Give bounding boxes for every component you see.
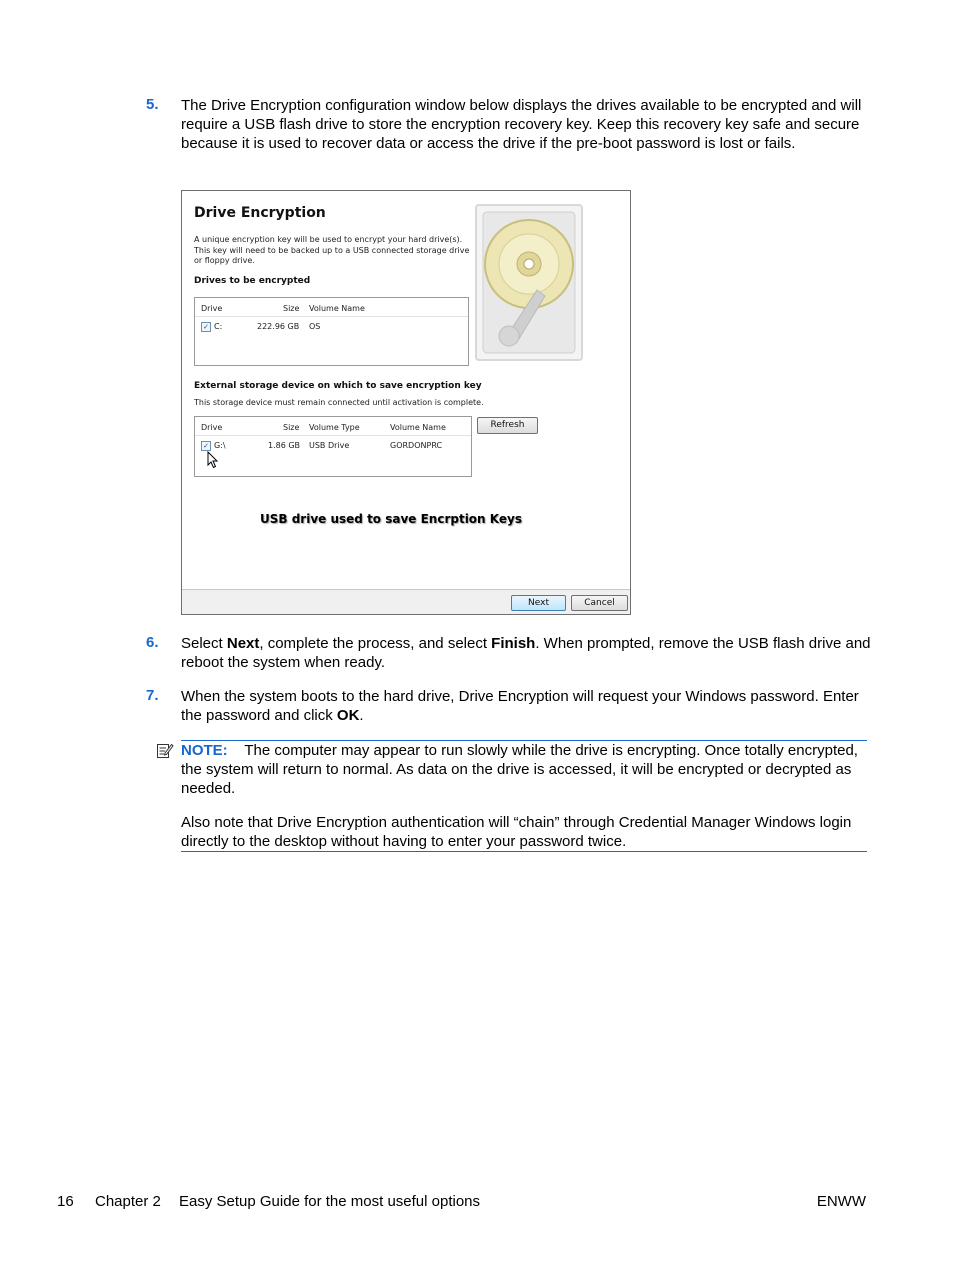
col-drive: Drive [201, 423, 223, 432]
step-number: 5. [146, 96, 159, 113]
usb-drive-letter: G:\ [214, 441, 226, 450]
usb-list-header [195, 417, 471, 436]
mouse-cursor-icon [207, 451, 219, 469]
step-text [181, 687, 871, 725]
refresh-button[interactable]: Refresh [477, 417, 538, 434]
col-size: Size [283, 304, 300, 313]
col-drive: Drive [201, 304, 223, 313]
col-volume-name: Volume Name [390, 423, 446, 432]
external-storage-heading: External storage device on which to save encryption key [194, 381, 482, 391]
drive-checkbox[interactable]: ✓ [201, 322, 211, 332]
step-text-part: . When prompted, remove the USB flash drive and reboot the system when ready. [181, 635, 871, 672]
drives-list [194, 297, 469, 366]
drives-list-header [195, 298, 468, 317]
next-label: Next [226, 635, 260, 652]
usb-list [194, 416, 472, 477]
step-text-part: Select [181, 635, 227, 652]
usb-annotation: USB drive used to save Encrption Keys [260, 512, 522, 526]
finish-label: Finish [491, 635, 536, 652]
step-number: 7. [146, 687, 159, 704]
step-number: 6. [146, 634, 159, 651]
note-bottom-rule [181, 851, 867, 852]
cancel-button[interactable]: Cancel [571, 595, 628, 611]
usb-size: 1.86 GB [268, 441, 301, 450]
note-body: The computer may appear to run slowly while the drive is encrypting. Once totally encrypted, the system will return to normal. As data on the drive is accessed, it will be encrypted or decrypted as needed. [181, 742, 858, 798]
usb-volume-name: GORDONPRC [390, 441, 443, 450]
usb-checkbox[interactable]: ✓ [201, 441, 211, 451]
hard-drive-icon [475, 204, 583, 361]
note-label: NOTE: [181, 742, 228, 759]
drive-letter: C: [214, 322, 223, 331]
footer-chapter: Chapter 2 [95, 1193, 161, 1210]
page-number: 16 [57, 1193, 74, 1210]
usb-volume-type: USB Drive [309, 441, 350, 450]
step-text-part: , complete the process, and select [259, 635, 492, 652]
dialog-intro: A unique encryption key will be used to encrypt your hard drive(s). This key will need to be backed up to a USB connected storage drive or floppy drive. [194, 235, 470, 265]
col-size: Size [283, 423, 300, 432]
col-volume-type: Volume Type [309, 423, 360, 432]
step-text: The Drive Encryption configuration window below displays the drives available to be encrypted and will require a USB flash drive to store the encryption recovery key. Keep this recovery key safe and secure because it is used to recover data or access the drive if the pre-boot password is lost or fails. [181, 97, 862, 153]
note-text-2: Also note that Drive Encryption authentication will “chain” through Credential Manager Windows login directly to the desktop without having to enter your password twice. [181, 814, 852, 851]
footer-locale: ENWW [816, 1193, 866, 1210]
ok-label: OK [336, 707, 360, 725]
drive-volume: OS [309, 322, 321, 331]
note-text [181, 741, 867, 799]
dialog-button-bar [182, 589, 630, 614]
external-storage-note: This storage device must remain connected until activation is complete. [194, 398, 484, 407]
drive-size: 222.96 GB [257, 322, 300, 331]
col-volume-name: Volume Name [309, 304, 365, 313]
step-text [181, 634, 871, 672]
step-text-part: When the system boots to the hard drive, Drive Encryption will request your Windows password. Enter the password and click [181, 688, 859, 725]
dialog-title: Drive Encryption [194, 205, 326, 221]
footer-title: Easy Setup Guide for the most useful options [179, 1193, 481, 1210]
drives-heading: Drives to be encrypted [194, 276, 311, 286]
next-button[interactable]: Next [511, 595, 566, 611]
drive-encryption-screenshot [181, 190, 631, 615]
step-text-part: . [359, 707, 364, 725]
note-icon [156, 742, 174, 759]
